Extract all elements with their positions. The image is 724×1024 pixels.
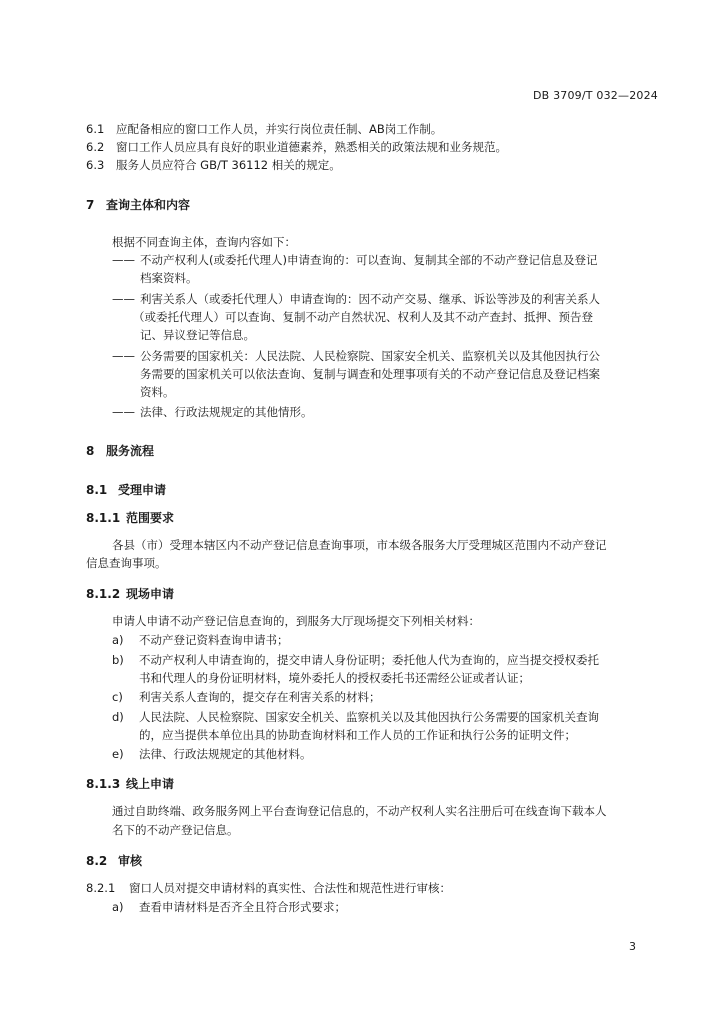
clause-6-2 [86,138,507,156]
dash-mark: —— [112,405,135,419]
list-item-c: c) 利害关系人查询的，提交存在利害关系的材料； [112,690,381,704]
dash-item-3-cont: 务需要的国家机关可以依法查询、复制与调查和处理事项有关的不动产登记信息及登记档案 [140,367,600,381]
clause-8-2-1 [86,879,451,897]
list-item-d-cont: 的，应当提供本单位出具的协助查询材料和工作人员的工作证和执行公务的证明文件； [139,728,576,742]
clause-number: 6.3 [86,158,105,172]
list-marker: a) [112,633,124,647]
subsection-number: 8.1 [86,483,108,497]
clause-text: 应配备相应的窗口工作人员，并实行岗位责任制、AB岗工作制。 [116,122,443,136]
subsection-number: 8.1.3 [86,777,121,791]
subsection-8-1-heading [86,481,166,498]
page-number: 3 [629,940,636,953]
subsection-title: 现场申请 [126,587,175,601]
para-8-1-2-intro: 申请人申请不动产登记信息查询的，到服务大厅现场提交下列相关材料： [112,614,480,628]
dash-item-1: —— 不动产权利人(或委托代理人)申请查询的：可以查询、复制其全部的不动产登记信息及登记 [112,253,598,267]
subsection-number: 8.1.2 [86,587,121,601]
dash-item-1-cont: 档案资料。 [140,271,198,285]
standard-code: DB 3709/T 032—2024 [532,89,658,102]
para-8-1-1-line2: 信息查询事项。 [86,556,167,570]
clause-6-3 [86,156,341,174]
list-item-b: b) 不动产权利人申请查询的，提交申请人身份证明；委托他人代为查询的，应当提交授权委托 [112,653,599,667]
clause-text: 服务人员应符合 GB/T 36112 相关的规定。 [116,158,341,172]
dash-mark: —— [112,292,135,306]
para-8-1-1-line1: 各县（市）受理本辖区内不动产登记信息查询事项，市本级各服务大厅受理城区范围内不动产登记 [112,538,607,552]
clause-6-1 [86,120,442,138]
section-title: 服务流程 [106,444,155,458]
list-item-a: a) 不动产登记资料查询申请书； [112,633,289,647]
list-marker: a) [112,900,124,914]
dash-mark: —— [112,349,135,363]
subsection-title: 受理申请 [118,483,167,497]
list-item-8-2-1-a: a) 查看申请材料是否齐全且符合形式要求； [112,900,346,914]
list-marker: d) [112,710,124,724]
dash-item-3-cont2: 资料。 [140,385,175,399]
subsection-8-2-heading [86,852,142,869]
subsection-title: 线上申请 [126,777,175,791]
para-8-1-3-line2: 名下的不动产登记信息。 [112,823,239,837]
list-marker: e) [112,747,124,761]
subsection-number: 8.2 [86,854,108,868]
clause-number: 6.2 [86,140,105,154]
subsection-8-1-3-heading [86,775,174,792]
clause-text: 窗口人员对提交申请材料的真实性、合法性和规范性进行审核： [129,881,451,895]
dash-item-2-cont: （或委托代理人）可以查询、复制不动产自然状况、权利人及其不动产查封、抵押、预告登 [133,310,593,324]
clause-number: 8.2.1 [86,881,116,895]
clause-text: 窗口工作人员应具有良好的职业道德素养，熟悉相关的政策法规和业务规范。 [116,140,507,154]
list-item-d: d) 人民法院、人民检察院、国家安全机关、监察机关以及其他因执行公务需要的国家机关查询 [112,710,599,724]
dash-mark: —— [112,253,135,267]
section-7-intro: 根据不同查询主体，查询内容如下： [112,235,296,249]
section-title: 查询主体和内容 [106,198,191,212]
list-item-b-cont: 书和代理人的身份证明材料，境外委托人的授权委托书还需经公证或者认证； [139,671,530,685]
subsection-title: 范围要求 [126,511,175,525]
list-item-e: e) 法律、行政法规规定的其他材料。 [112,747,312,761]
dash-item-2-cont2: 记、异议登记等信息。 [140,328,255,342]
list-marker: b) [112,653,124,667]
section-number: 7 [86,198,95,212]
subsection-8-1-1-heading [86,509,174,526]
subsection-8-1-2-heading [86,585,174,602]
section-7-heading [86,196,190,213]
dash-item-2: —— 利害关系人（或委托代理人）申请查询的：因不动产交易、继承、诉讼等涉及的利害关系人 [112,292,600,306]
dash-item-3: —— 公务需要的国家机关：人民法院、人民检察院、国家安全机关、监察机关以及其他因执行公 [112,349,600,363]
subsection-title: 审核 [118,854,143,868]
para-8-1-3-line1: 通过自助终端、政务服务网上平台查询登记信息的，不动产权利人实名注册后可在线查询下载本人 [112,804,607,818]
dash-item-4: —— 法律、行政法规规定的其他情形。 [112,405,313,419]
section-number: 8 [86,444,95,458]
section-8-heading [86,442,154,459]
list-marker: c) [112,690,123,704]
subsection-number: 8.1.1 [86,511,121,525]
clause-number: 6.1 [86,122,105,136]
